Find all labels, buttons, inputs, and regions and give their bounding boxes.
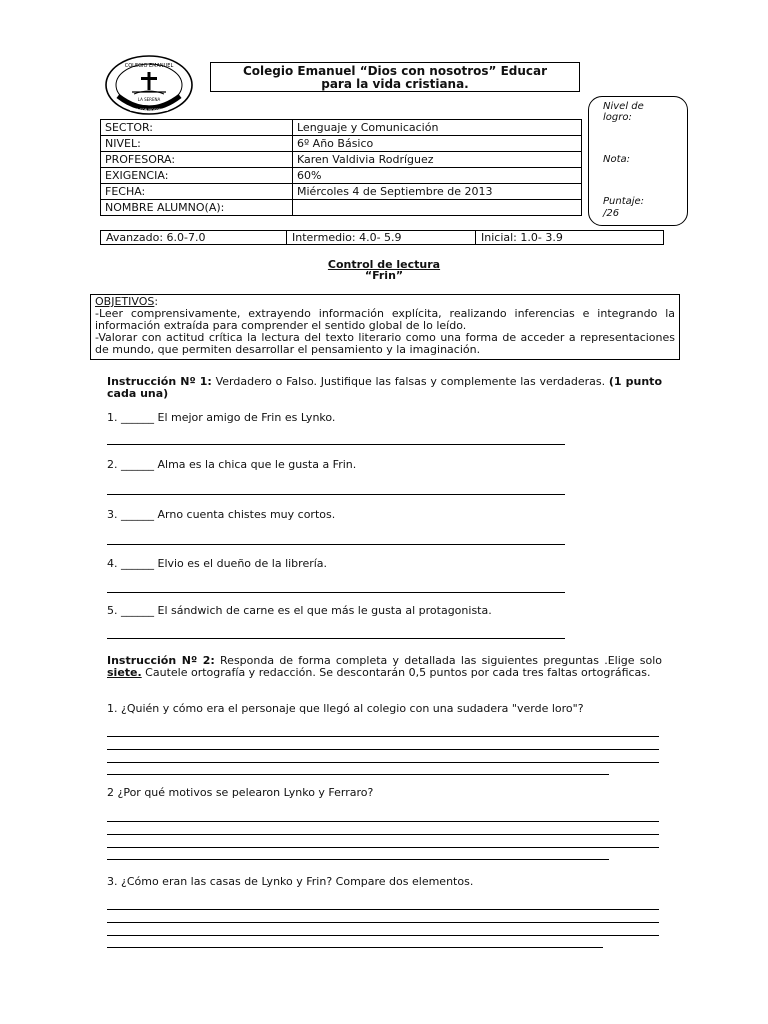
- tf-item: 1. ______ El mejor amigo de Frin es Lynko.: [107, 411, 336, 424]
- instruction-2-emphasis: siete.: [107, 666, 142, 679]
- info-key: FECHA:: [101, 184, 293, 200]
- info-key: SECTOR:: [101, 120, 293, 136]
- instruction-2: [107, 655, 662, 679]
- grade-box: [588, 96, 688, 226]
- grade-levels-table: [100, 230, 664, 245]
- answer-line[interactable]: [107, 736, 659, 737]
- info-value: Miércoles 4 de Septiembre de 2013: [293, 184, 582, 200]
- question-2: 2 ¿Por qué motivos se pelearon Lynko y Ferraro?: [107, 786, 374, 799]
- answer-line[interactable]: [107, 638, 565, 639]
- page-subtitle: “Frin”: [364, 269, 404, 282]
- instruction-1-text: Verdadero o Falso. Justifique las falsas y complemente las verdaderas.: [211, 375, 609, 388]
- info-value: Karen Valdivia Rodríguez: [293, 152, 582, 168]
- answer-line[interactable]: [107, 592, 565, 593]
- puntaje-label: Puntaje:: [603, 196, 645, 207]
- info-table: [100, 119, 582, 216]
- table-row: [101, 200, 582, 216]
- table-row: [101, 152, 582, 168]
- nivel-logro-label: Nivel de logro:: [603, 101, 644, 123]
- answer-line[interactable]: [107, 774, 609, 775]
- header-line-1: Colegio Emanuel “Dios con nosotros” Educar: [242, 64, 548, 78]
- answer-line[interactable]: [107, 821, 659, 822]
- objectives-label: OBJETIVOS: [95, 295, 155, 308]
- info-key: NOMBRE ALUMNO(A):: [101, 200, 293, 216]
- info-key: PROFESORA:: [101, 152, 293, 168]
- table-row: [101, 120, 582, 136]
- page-title: Control de lectura: [327, 258, 441, 271]
- answer-line[interactable]: [107, 859, 609, 860]
- tf-item: 5. ______ El sándwich de carne es el que más le gusta al protagonista.: [107, 604, 492, 617]
- school-header: [210, 62, 580, 92]
- instruction-1: [107, 376, 662, 400]
- instruction-2-label: Instrucción Nº 2:: [107, 654, 215, 667]
- answer-line[interactable]: [107, 762, 659, 763]
- objective-1: -Leer comprensivamente, extrayendo información explícita, realizando inferencias e integrando la información extraída para comprender el sentido global de lo leído.: [95, 307, 675, 332]
- info-value: 6º Año Básico: [293, 136, 582, 152]
- tf-item: 2. ______ Alma es la chica que le gusta a Frin.: [107, 458, 357, 471]
- table-row: [101, 184, 582, 200]
- info-key: EXIGENCIA:: [101, 168, 293, 184]
- level-advanced: Avanzado: 6.0-7.0: [101, 231, 287, 245]
- instruction-2-text-a: Responda de forma completa y detallada las siguientes preguntas .Elige solo: [214, 654, 662, 667]
- nota-label: Nota:: [603, 154, 631, 165]
- logo-text-motto: DIOS CON NOSOTROS: [129, 108, 169, 112]
- answer-line[interactable]: [107, 935, 659, 936]
- question-3: 3. ¿Cómo eran las casas de Lynko y Frin? Compare dos elementos.: [107, 875, 474, 888]
- answer-line[interactable]: [107, 749, 659, 750]
- answer-line[interactable]: [107, 922, 659, 923]
- tf-item: 3. ______ Arno cuenta chistes muy cortos.: [107, 508, 336, 521]
- table-row: [101, 231, 664, 245]
- answer-line[interactable]: [107, 909, 659, 910]
- instruction-1-label: Instrucción Nº 1:: [107, 375, 212, 388]
- info-value: 60%: [293, 168, 582, 184]
- logo-text-bottom: LA SERENA: [137, 97, 161, 102]
- answer-line[interactable]: [107, 834, 659, 835]
- level-initial: Inicial: 1.0- 3.9: [476, 231, 664, 245]
- answer-line[interactable]: [107, 494, 565, 495]
- answer-line[interactable]: [107, 444, 565, 445]
- question-1: 1. ¿Quién y cómo era el personaje que llegó al colegio con una sudadera "verde loro"?: [107, 702, 584, 715]
- instruction-1-points: (1 punto cada una): [107, 375, 662, 400]
- instruction-2-text-b: Cautele ortografía y redacción. Se descontarán 0,5 puntos por cada tres faltas ortográficas.: [141, 666, 651, 679]
- puntaje-total: /26: [603, 208, 620, 219]
- tf-item: 4. ______ Elvio es el dueño de la librería.: [107, 557, 328, 570]
- answer-line[interactable]: [107, 947, 603, 948]
- logo-text-top: COLEGIO EMANUEL: [124, 63, 174, 69]
- info-key: NIVEL:: [101, 136, 293, 152]
- objective-2: -Valorar con actitud crítica la lectura del texto literario como una forma de acceder a representaciones de mundo, que permiten desarrollar el pensamiento y la imaginación.: [95, 331, 675, 356]
- student-name-field[interactable]: [293, 200, 582, 216]
- level-intermediate: Intermedio: 4.0- 5.9: [287, 231, 476, 245]
- table-row: [101, 168, 582, 184]
- school-logo: [104, 54, 194, 116]
- objectives-colon: :: [154, 295, 159, 308]
- header-line-2: para la vida cristiana.: [321, 77, 469, 91]
- answer-line[interactable]: [107, 847, 659, 848]
- objectives-box: [90, 294, 680, 360]
- answer-line[interactable]: [107, 544, 565, 545]
- info-value: Lenguaje y Comunicación: [293, 120, 582, 136]
- table-row: [101, 136, 582, 152]
